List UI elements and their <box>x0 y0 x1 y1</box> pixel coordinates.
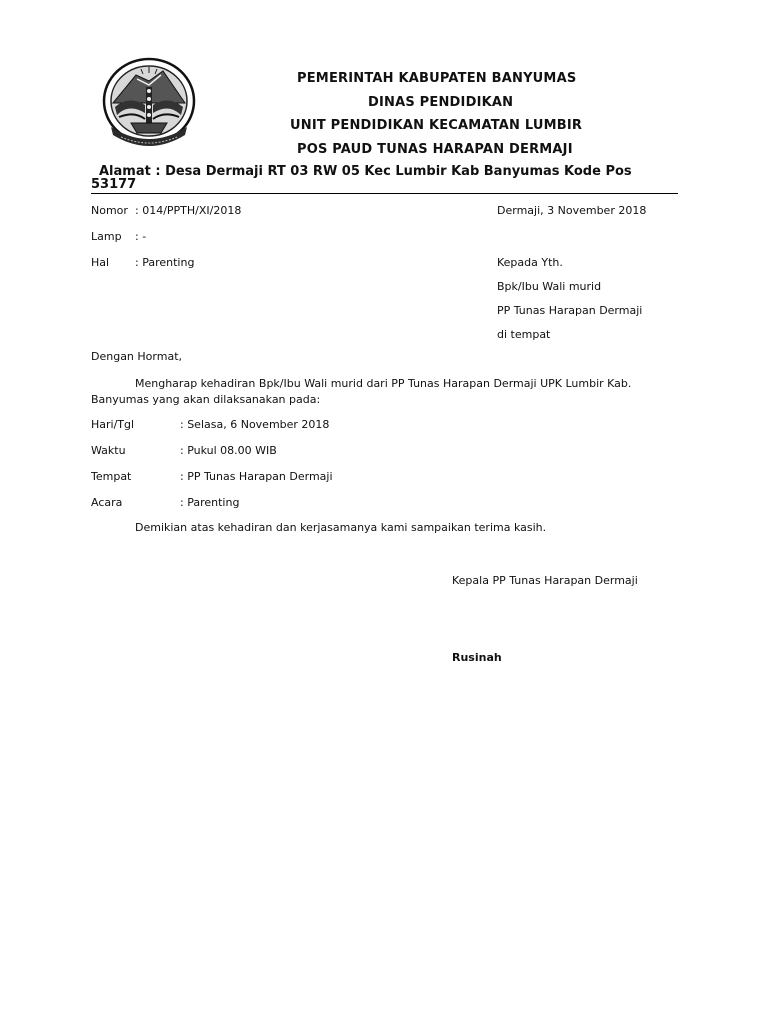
signature-title: Kepala PP Tunas Harapan Dermaji <box>452 574 638 587</box>
detail-label-hari: Hari/Tgl <box>91 418 135 431</box>
closing-sentence: Demikian atas kehadiran dan kerjasamanya kami sampaikan terima kasih. <box>135 521 547 534</box>
detail-value-acara: : Parenting <box>180 496 240 509</box>
letter-date: Dermaji, 3 November 2018 <box>497 204 647 217</box>
detail-label-tempat: Tempat <box>91 470 132 483</box>
address-line-1: Alamat : Desa Dermaji RT 03 RW 05 Kec Lumbir Kab Banyumas Kode Pos <box>99 164 632 179</box>
intro-line-1: Mengharap kehadiran Bpk/Ibu Wali murid dari PP Tunas Harapan Dermaji UPK Lumbir Kab. <box>135 377 632 390</box>
recipient-line-4: di tempat <box>497 328 551 341</box>
intro-line-2: Banyumas yang akan dilaksanakan pada: <box>91 393 321 406</box>
greeting: Dengan Hormat, <box>91 350 182 363</box>
detail-value-hari: : Selasa, 6 November 2018 <box>180 418 330 431</box>
detail-label-acara: Acara <box>91 496 123 509</box>
letterhead-line-1: PEMERINTAH KABUPATEN BANYUMAS <box>297 71 577 86</box>
signature-name: Rusinah <box>452 651 502 664</box>
detail-label-waktu: Waktu <box>91 444 126 457</box>
recipient-line-2: Bpk/Ibu Wali murid <box>497 280 602 293</box>
letterhead-line-4: POS PAUD TUNAS HARAPAN DERMAJI <box>297 142 573 157</box>
letterhead-divider <box>91 193 678 194</box>
hal-label: Hal <box>91 256 110 269</box>
recipient-line-1: Kepada Yth. <box>497 256 563 269</box>
lamp-value: : - <box>135 230 147 243</box>
recipient-line-3: PP Tunas Harapan Dermaji <box>497 304 643 317</box>
letterhead-line-2: DINAS PENDIDIKAN <box>368 95 514 110</box>
kabupaten-emblem-icon <box>101 57 197 149</box>
hal-value: : Parenting <box>135 256 195 269</box>
nomor-label: Nomor <box>91 204 128 217</box>
lamp-label: Lamp <box>91 230 122 243</box>
address-line-2: 53177 <box>91 177 137 192</box>
detail-value-tempat: : PP Tunas Harapan Dermaji <box>180 470 333 483</box>
nomor-value: : 014/PPTH/XI/2018 <box>135 204 242 217</box>
detail-value-waktu: : Pukul 08.00 WIB <box>180 444 277 457</box>
letterhead-line-3: UNIT PENDIDIKAN KECAMATAN LUMBIR <box>290 118 583 133</box>
